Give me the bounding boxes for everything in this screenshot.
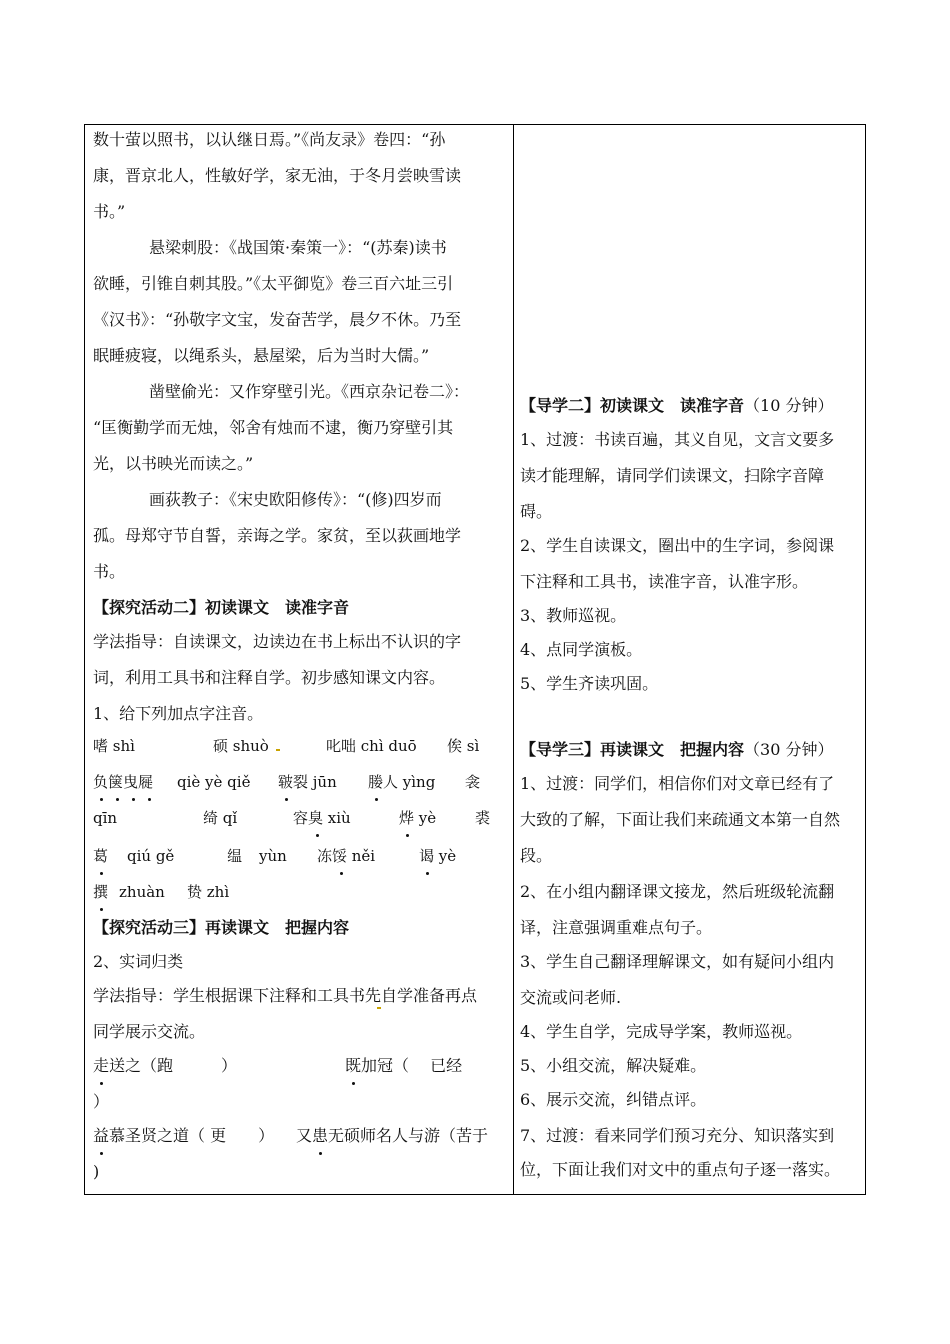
activity2-task: 1、给下列加点字注音。 <box>93 704 264 723</box>
vocab-item: 益慕圣贤之道（ 更 ） <box>93 1126 275 1145</box>
activity3-heading: 【探究活动三】再读课文 把握内容 <box>93 918 350 937</box>
vocab-item: 又患无硕师名人与游（苦于 <box>296 1126 489 1145</box>
pinyin-item: 容臭 xiù <box>293 809 351 827</box>
quote-line: 数十萤以照书，以认继日焉。”《尚友录》卷四：“孙 <box>93 130 446 149</box>
emphasis-dot <box>93 1128 109 1148</box>
emphasis-dot <box>419 848 435 868</box>
vocab-item: 既加冠（ 已经 <box>345 1056 463 1075</box>
pinyin-item: 嗜 shì <box>93 737 135 755</box>
guide3-line: 译，注意强调重难点句子。 <box>520 918 713 937</box>
pinyin-item: 绮 qǐ <box>203 809 238 827</box>
guide3-line: 6、展示交流，纠错点评。 <box>520 1090 707 1109</box>
guide3-line: 段。 <box>520 846 553 865</box>
guide3-line: 3、学生自己翻译理解课文，如有疑问小组内 <box>520 952 835 971</box>
emphasis-dot <box>309 810 325 830</box>
emphasis-dot <box>333 848 349 868</box>
quote-line: 欲睡，引锥自刺其股。”《太平御览》卷三百六址三引 <box>93 274 454 293</box>
activity2-heading: 【探究活动二】初读课文 读准字音 <box>93 598 350 617</box>
pinyin-item: 俟 sì <box>447 737 480 755</box>
activity2-guide: 词，利用工具书和注释自学。初步感知课文内容。 <box>93 668 446 687</box>
guide2-line: 读才能理解，请同学们读课文，扫除字音障 <box>520 466 825 485</box>
emphasis-dot <box>141 774 157 794</box>
guide3-line: 4、学生自学，完成导学案，教师巡视。 <box>520 1022 803 1041</box>
pinyin-item: 硕 shuò <box>213 737 269 755</box>
pinyin-item: 缊 <box>227 847 243 865</box>
column-divider <box>513 124 514 1195</box>
quote-line: 孤。母郑守节自誓，亲诲之学。家贫，至以荻画地学 <box>93 526 462 545</box>
activity3-guide: 学法指导：学生根据课下注释和工具书先自学准备再点 <box>93 986 478 1005</box>
guide2-line: 4、点同学演板。 <box>520 640 643 659</box>
quote-line: 《汉书》：“孙敬字文宝，发奋苦学，晨夕不休。乃至 <box>93 310 462 329</box>
quote-line: 画荻教子：《宋史欧阳修传》：“(修)四岁而 <box>149 490 442 509</box>
guide2-line: 5、学生齐读巩固。 <box>520 674 659 693</box>
guide2-heading <box>520 396 833 416</box>
guide3-line: 位，下面让我们对文中的重点句子逐一落实。 <box>520 1160 841 1179</box>
quote-line: 康，晋京北人，性敏好学，家无油，于冬月尝映雪读 <box>93 166 462 185</box>
pinyin-item: zhuàn <box>119 883 165 901</box>
pinyin-item: 贽 zhì <box>187 883 230 901</box>
quote-line: 凿壁偷光：又作穿壁引光。《西京杂记卷二》： <box>149 382 470 401</box>
guide3-time: （30 分钟） <box>744 740 834 759</box>
emphasis-dot <box>93 1058 109 1078</box>
pinyin-item: qīn <box>93 809 118 827</box>
ink-mark <box>276 749 280 751</box>
activity3-guide: 同学展示交流。 <box>93 1022 206 1041</box>
pinyin-item: 衾 <box>465 773 481 791</box>
emphasis-dot <box>399 810 415 830</box>
quote-line: 书。” <box>93 202 126 221</box>
pinyin-item: 裘 <box>475 809 491 827</box>
pinyin-item: 叱咄 chì duō <box>326 737 417 755</box>
pinyin-item: 撰 <box>93 883 109 901</box>
guide3-heading <box>520 740 833 760</box>
guide3-line: 7、过渡：看来同学们预习充分、知识落实到 <box>520 1126 835 1145</box>
pinyin-item: 皲裂 jūn <box>278 773 337 791</box>
emphasis-dot <box>93 774 109 794</box>
guide2-line: 下注释和工具书，读准字音，认准字形。 <box>520 572 809 591</box>
guide2-line: 2、学生自读课文，圈出中的生字词，参阅课 <box>520 536 835 555</box>
emphasis-dot <box>312 1128 328 1148</box>
pinyin-item: 冻馁 něi <box>317 847 376 865</box>
guide3-line: 交流或问老师. <box>520 988 622 1007</box>
vocab-item: 走送之（跑 ） <box>93 1056 238 1075</box>
guide2-line: 碍。 <box>520 502 553 521</box>
emphasis-dot <box>368 774 384 794</box>
guide3-title: 【导学三】再读课文 把握内容 <box>520 740 745 759</box>
quote-line: 光，以书映光而读之。” <box>93 454 254 473</box>
emphasis-dot <box>109 774 125 794</box>
guide3-line: 1、过渡：同学们，相信你们对文章已经有了 <box>520 774 835 793</box>
emphasis-dot <box>93 848 109 868</box>
guide2-line: 1、过渡：书读百遍，其义自见，文言文要多 <box>520 430 835 449</box>
pinyin-item: 烨 yè <box>399 809 437 827</box>
pinyin-item: 媵人 yìng <box>368 773 436 791</box>
quote-line: “匡衡勤学而无烛，邻舍有烛而不逮，衡乃穿壁引其 <box>93 418 454 437</box>
emphasis-dot <box>278 774 294 794</box>
guide3-line: 2、在小组内翻译课文接龙，然后班级轮流翻 <box>520 882 835 901</box>
activity3-sub: 2、实词归类 <box>93 952 184 971</box>
ink-mark <box>377 1007 381 1009</box>
pinyin-item: qiú gě <box>127 847 175 865</box>
pinyin-item: 负箧曳屣 <box>93 773 154 791</box>
guide2-time: （10 分钟） <box>744 396 834 415</box>
pinyin-item: yùn <box>259 847 287 865</box>
pinyin-item: qiè yè qiě <box>177 773 251 791</box>
quote-line: 书。 <box>93 562 126 581</box>
quote-line: 悬梁刺股：《战国策·秦策一》：“(苏秦)读书 <box>149 238 447 257</box>
guide2-title: 【导学二】初读课文 读准字音 <box>520 396 745 415</box>
pinyin-item: 葛 <box>93 847 109 865</box>
emphasis-dot <box>125 774 141 794</box>
activity2-guide: 学法指导：自读课文，边读边在书上标出不认识的字 <box>93 632 462 651</box>
guide2-line: 3、教师巡视。 <box>520 606 627 625</box>
pinyin-item: 谒 yè <box>419 847 457 865</box>
guide3-line: 大致的了解，下面让我们来疏通文本第一自然 <box>520 810 841 829</box>
vocab-item: ) <box>93 1162 100 1181</box>
emphasis-dot <box>345 1058 361 1078</box>
guide3-line: 5、小组交流，解决疑难。 <box>520 1056 707 1075</box>
emphasis-dot <box>93 884 109 904</box>
quote-line: 眠睡疲寝，以绳系头，悬屋梁，后为当时大儒。” <box>93 346 430 365</box>
vocab-item: ） <box>93 1092 110 1111</box>
